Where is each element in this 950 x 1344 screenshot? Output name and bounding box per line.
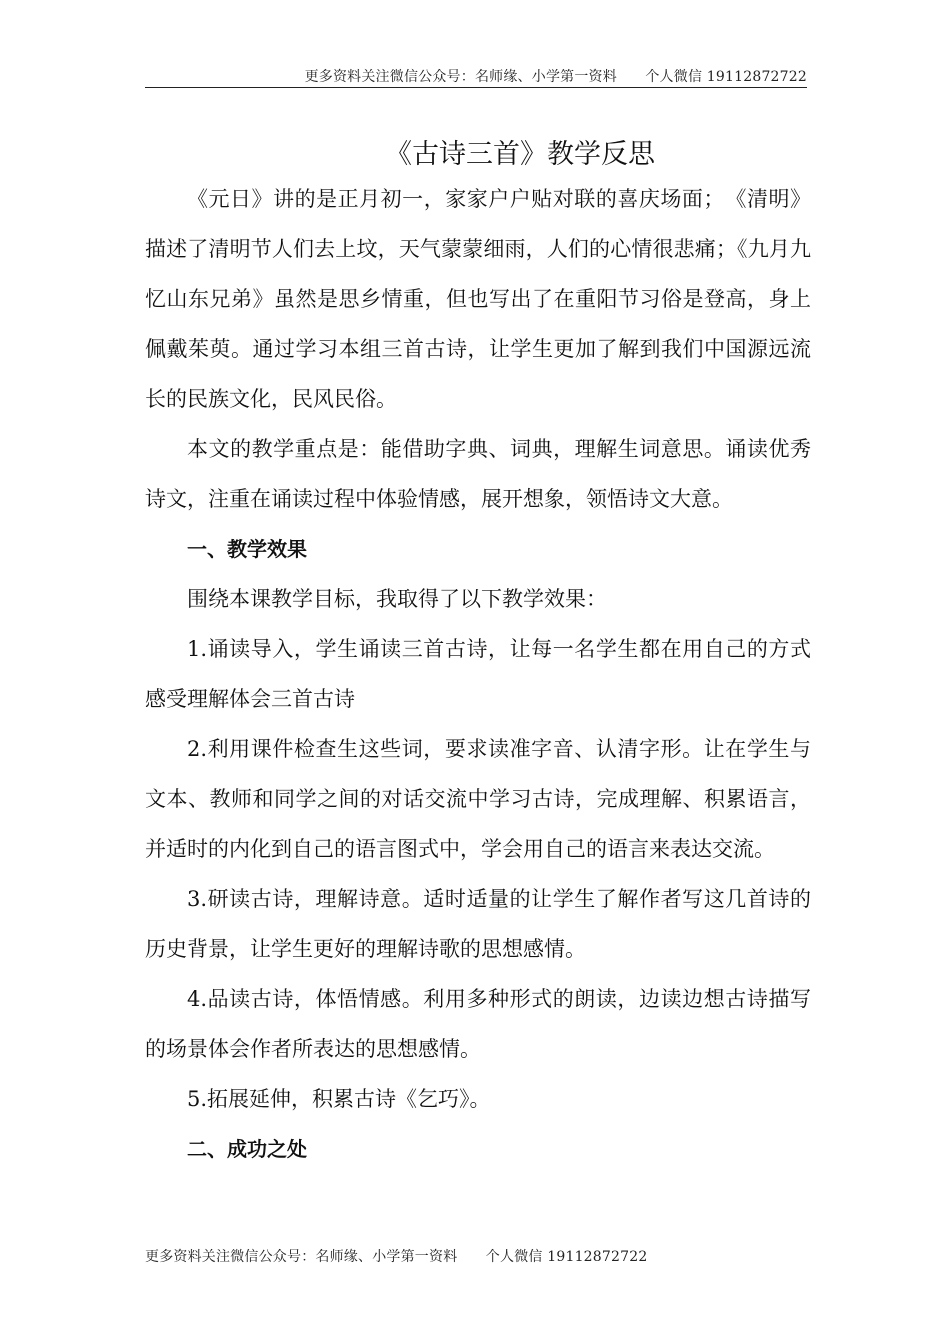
list-item-5: 5.拓展延伸，积累古诗《乞巧》。 (187, 1087, 491, 1111)
paragraph-key-points: 本文的教学重点是：能借助字典、词典，理解生词意思。诵读优秀诗文，注重在诵读过程中体验情感，展开想象，领悟诗文大意。 (145, 437, 811, 511)
list-item-3: 3.研读古诗，理解诗意。适时适量的让学生了解作者写这几首诗的历史背景，让学生更好的理解诗歌的思想感情。 (145, 887, 811, 961)
section-heading-teaching-effect: 一、教学效果 (187, 537, 307, 561)
paragraph-intro: 《元日》讲的是正月初一，家家户户贴对联的喜庆场面； 《清明》描述了清明节人们去上坟，天气蒙蒙细雨，人们的心情很悲痛；《九月九忆山东兄弟》虽然是思乡情重，但也写出了在重阳节习俗是登高，身上佩戴茱萸。通过学习本组三首古诗，让学生更加了解到我们中国源远流长的民族文化，民风民俗。 (145, 187, 811, 411)
document-body (145, 174, 811, 1174)
paragraph-effect-intro: 围绕本课教学目标，我取得了以下教学效果： (187, 587, 607, 611)
page-header: 更多资料关注微信公众号：名师缘、小学第一资料 个人微信 19112872722 (304, 69, 807, 85)
section-heading-success: 二、成功之处 (187, 1137, 307, 1161)
header-divider (145, 87, 807, 88)
list-item-2: 2.利用课件检查生这些词，要求读准字音、认清字形。让在学生与文本、教师和同学之间的对话交流中学习古诗，完成理解、积累语言，并适时的内化到自己的语言图式中，学会用自己的语言来表达交流。 (145, 737, 811, 861)
document-title: 《古诗三首》教学反思 (385, 139, 655, 170)
list-item-1: 1.诵读导入，学生诵读三首古诗，让每一名学生都在用自己的方式感受理解体会三首古诗 (145, 637, 811, 711)
list-item-4: 4.品读古诗，体悟情感。利用多种形式的朗读，边读边想古诗描写的场景体会作者所表达的思想感情。 (145, 987, 811, 1061)
page-footer: 更多资料关注微信公众号：名师缘、小学第一资料 个人微信 19112872722 (145, 1249, 648, 1265)
